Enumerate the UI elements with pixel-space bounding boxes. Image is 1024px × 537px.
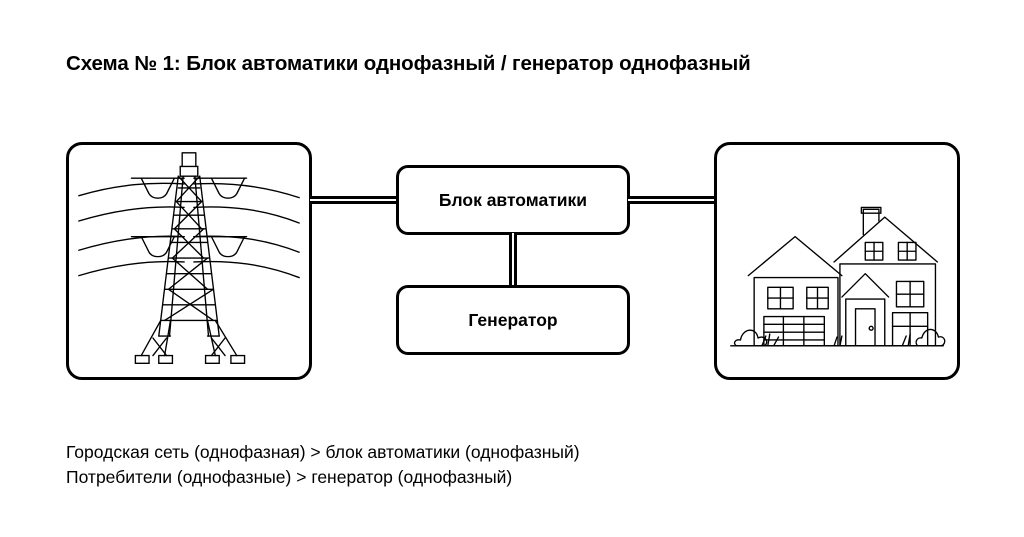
consumers-house-panel [714,142,960,380]
connector-automatics-to-house [628,196,716,204]
power-transmission-tower-icon [69,145,309,377]
automatics-block-node [396,165,630,235]
caption-line-2: Потребители (однофазные) > генератор (однофазный) [66,467,513,487]
connector-automatics-to-generator [509,233,517,287]
generator-node [396,285,630,355]
house-icon [717,145,957,377]
caption-line-1: Городская сеть (однофазная) > блок автоматики (однофазный) [66,442,580,462]
connector-grid-to-automatics [310,196,398,204]
page-title: Схема № 1: Блок автоматики однофазный / генератор однофазный [66,52,751,75]
caption [66,440,580,490]
generator-label: Генератор [468,309,558,330]
automatics-block-label: Блок автоматики [438,189,588,210]
grid-source-panel [66,142,312,380]
